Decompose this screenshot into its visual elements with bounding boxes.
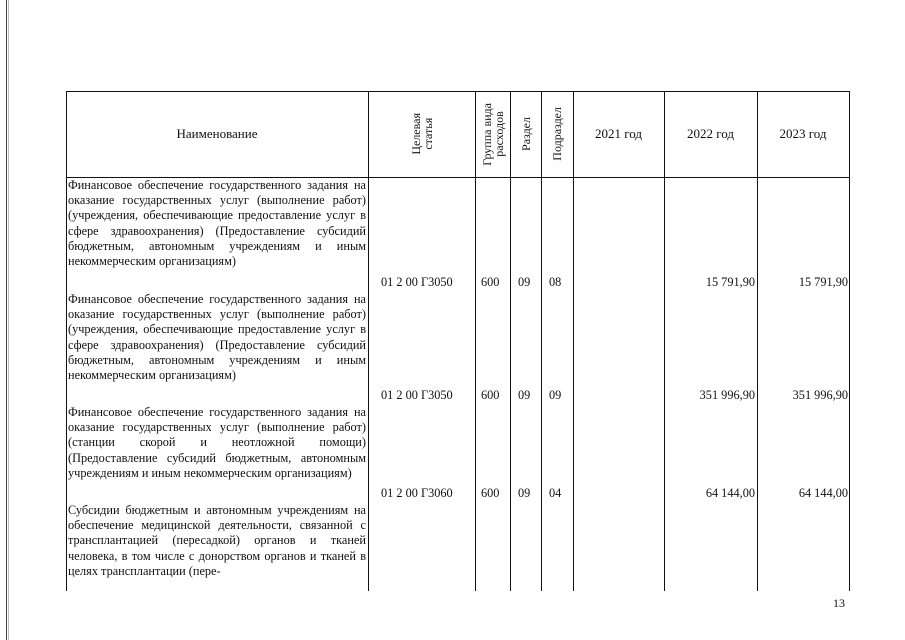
row-3-section: 09 [518,486,531,500]
row-3-subsection: 04 [549,486,562,500]
header-group [475,91,510,177]
row-2-section: 09 [518,388,531,402]
header-2022 [664,91,757,177]
row-3-2022: 64 144,00 [705,486,755,500]
header-2022-text: 2022 год [687,126,734,141]
header-target-text: Целевая статья [408,113,435,155]
header-name [66,91,368,177]
row-2-group: 600 [481,388,500,402]
row-1-group: 600 [481,275,500,289]
row-3-target: 01 2 00 Г3060 [381,486,453,500]
page-number: 13 [833,596,845,610]
header-2023 [757,91,849,177]
row-2-name: Финансовое обеспечение государственного задания на оказание государственных услуг (выполнение работ) (учреждения, обеспечивающие предоставление услуг в сфере здравоохранения) (Предоставление субсидий бюджетным, автономным учреждениям и иным некоммерческим организациям) [68,292,366,383]
header-target [368,91,475,177]
row-1-name: Финансовое обеспечение государственного задания на оказание государственных услуг (выполнение работ) (учреждения, обеспечивающие предоставление услуг в сфере здравоохранения) (Предоставление субсидий бюджетным, автономным учреждениям и иным некоммерческим организациям) [68,178,366,269]
header-subsection-text: Подраздел [550,107,564,161]
row-2-2022: 351 996,90 [699,388,755,402]
page-edge-line [6,0,7,640]
row-2-subsection: 09 [549,388,562,402]
header-2021-text: 2021 год [595,126,642,141]
header-name-text: Наименование [176,126,258,141]
budget-table [66,91,850,591]
col-border [849,91,850,591]
page-edge-line-shadow [8,0,9,640]
header-group-text: Группа вида расходов [479,102,506,166]
header-section-text: Раздел [518,117,533,151]
header-subsection [541,91,573,177]
row-2-2023: 351 996,90 [792,388,848,402]
row-1-section: 09 [518,275,531,289]
header-2021 [573,91,664,177]
row-1-target: 01 2 00 Г3050 [381,275,453,289]
row-1-2023: 15 791,90 [798,275,848,289]
row-1-2022: 15 791,90 [705,275,755,289]
row-2-target: 01 2 00 Г3050 [381,388,453,402]
row-3-group: 600 [481,486,500,500]
row-4-name: Субсидии бюджетным и автономным учреждениям на обеспечение медицинской деятельности, связанной с трансплантацией (пересадкой) органов и тканей человека, в том числе с донорством органов и тканей в целях трансплантации (пере- [68,503,366,578]
row-3-name: Финансовое обеспечение государственного задания на оказание государственных услуг (выполнение работ) (станции скорой и неотложной помощи) (Предоставление субсидий бюджетным, автономным учреждениям и иным некоммерческим организациям) [68,405,366,480]
row-1-subsection: 08 [549,275,562,289]
row-3-2023: 64 144,00 [798,486,848,500]
header-2023-text: 2023 год [779,126,827,141]
header-section [510,91,541,177]
